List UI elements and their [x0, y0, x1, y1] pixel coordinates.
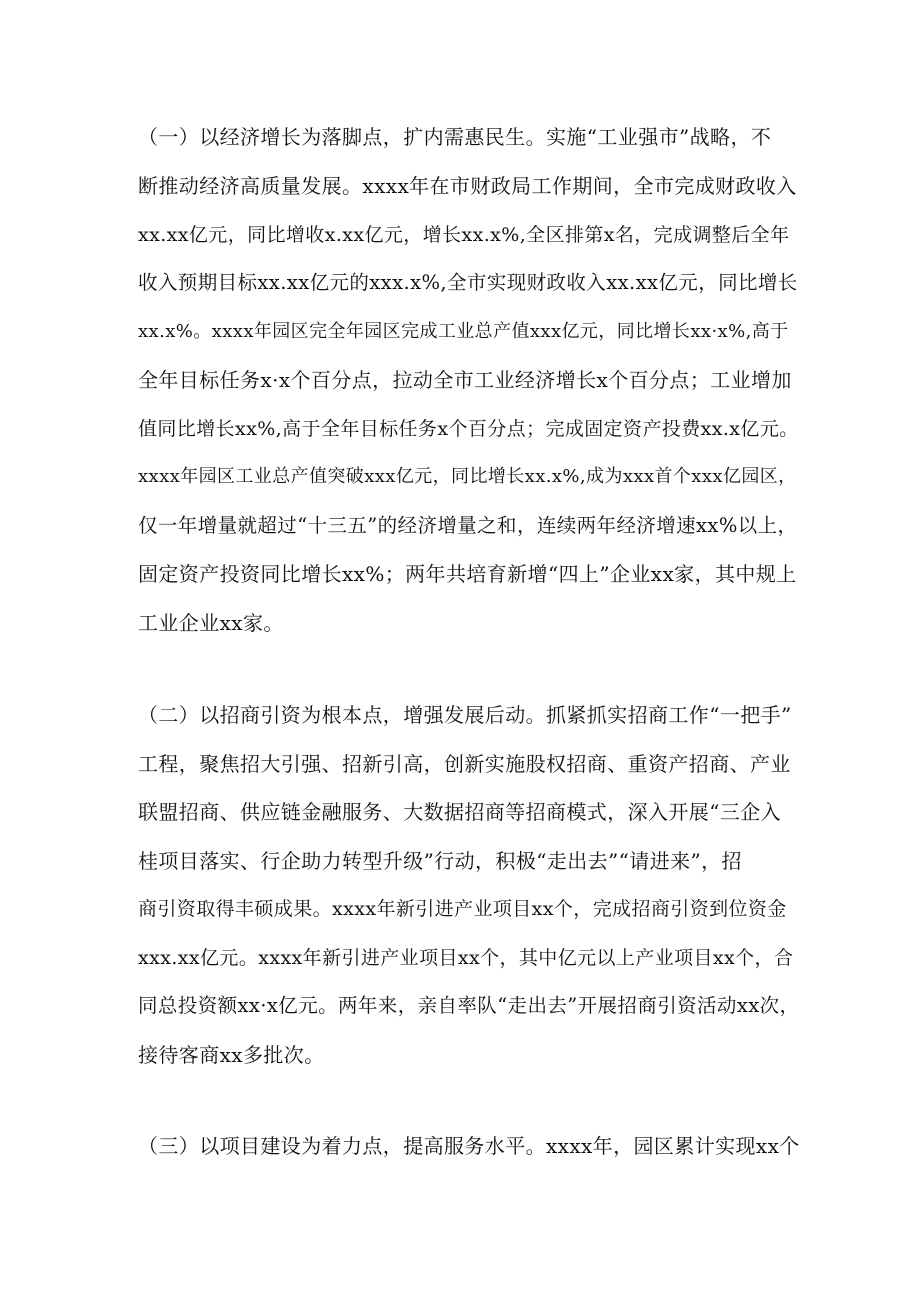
text-line: 断推动经济高质量发展。xxxx年在市财政局工作期间，全市完成财政收入 — [138, 174, 797, 198]
text-line: 接待客商xx多批次。 — [138, 1043, 325, 1067]
text-line: （一）以经济增长为落脚点，扩内需惠民生。实施“工业强市”战略，不 — [138, 125, 772, 149]
text-line: （二）以招商引资为根本点，增强发展后动。抓紧抓实招商工作“一把手” — [138, 703, 792, 727]
text-line: 桂项目落实、行企助力转型升级”行动，积极“走出去”“请进来”，招 — [138, 849, 742, 873]
text-line: 仅一年增量就超过“十三五”的经济增量之和，连续两年经济增速xx%以上， — [138, 514, 798, 537]
text-line: xx.x%。xxxx年园区完全年园区完成工业总产值xxx亿元，同比增长xx·x%,高于 — [138, 321, 789, 342]
text-line: 值同比增长xx%,高于全年目标任务x个百分点；完成固定资产投费xx.x亿元。 — [138, 418, 799, 440]
text-line: 收入预期目标xx.xx亿元的xxx.x%,全市实现财政收入xx.xx亿元，同比增长 — [138, 271, 798, 294]
text-line: 联盟招商、供应链金融服务、大数据招商等招商模式，深入开展“三企入 — [138, 800, 782, 824]
text-line: xx.xx亿元，同比增收x.xx亿元，增长xx.x%,全区排第x名，完成调整后全年 — [138, 224, 790, 246]
text-line: 同总投资额xx·x亿元。两年来，亲自率队“走出去”开展招商引资活动xx次， — [138, 994, 800, 1017]
text-line: （三）以项目建设为着力点，提高服务水平。xxxx年，园区累计实现xx个 — [138, 1134, 800, 1158]
text-line: 商引资取得丰硕成果。xxxx年新引进产业项目xx个，完成招商引资到位资金 — [138, 898, 787, 920]
text-line: xxxx年园区工业总产值突破xxx亿元，同比增长xx.x%,成为xxx首个xxx亿园区， — [138, 466, 797, 487]
text-line: 工程，聚焦招大引强、招新引高，创新实施股权招商、重资产招商、产业 — [138, 752, 791, 776]
text-line: 固定资产投资同比增长xx%；两年共培育新增“四上”企业xx家，其中规上 — [138, 562, 797, 586]
text-line: xxx.xx亿元。xxxx年新引进产业项目xx个，其中亿元以上产业项目xx个，合 — [138, 947, 794, 969]
text-line: 工业企业xx家。 — [138, 611, 284, 635]
text-line: 全年目标任务x·x个百分点，拉动全市工业经济增长x个百分点；工业增加 — [138, 368, 792, 392]
